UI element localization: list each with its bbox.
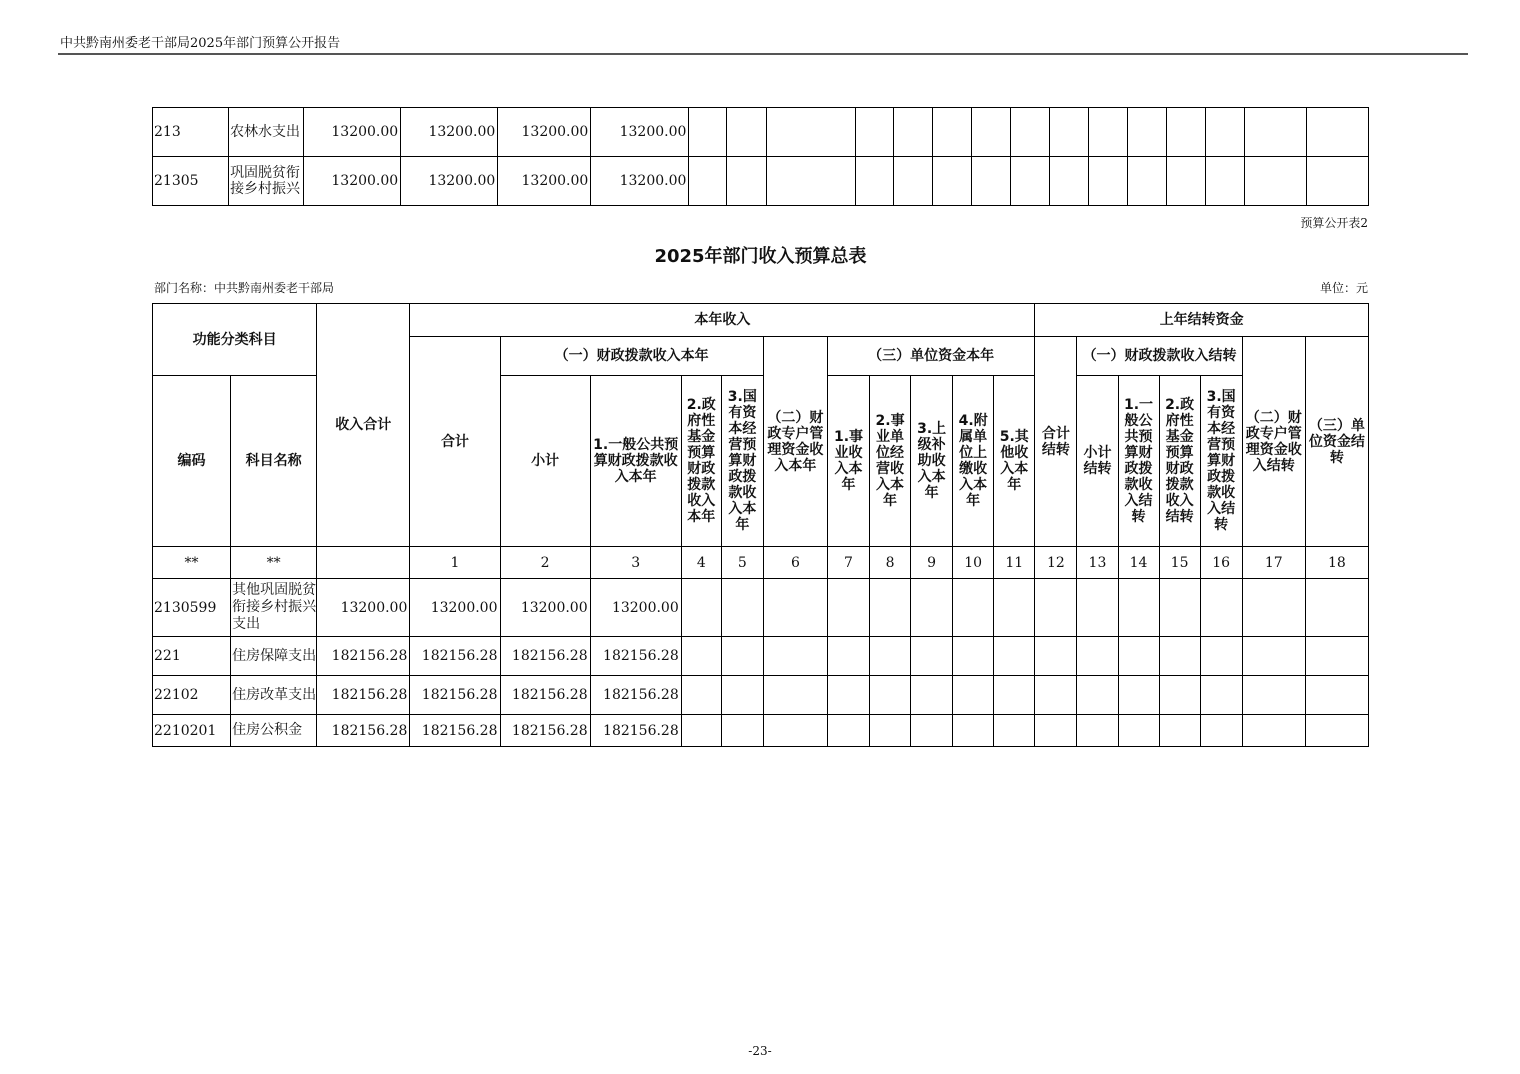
index-cell: 18 (1305, 547, 1368, 579)
empty-cell (932, 157, 971, 206)
empty-cell (1077, 579, 1118, 637)
empty-cell (1035, 637, 1077, 676)
empty-cell (721, 579, 763, 637)
empty-cell (1242, 676, 1305, 715)
header-state-capital-carry: 3.国有资本经营预算财政拨款收入结转 (1200, 376, 1242, 547)
empty-cell (1035, 715, 1077, 747)
empty-cell (1077, 715, 1118, 747)
row-subtotal: 13200.00 (498, 157, 591, 206)
row-income-total: 13200.00 (317, 579, 410, 637)
empty-cell (870, 579, 911, 637)
empty-cell (870, 637, 911, 676)
index-cell: 4 (681, 547, 721, 579)
row-total: 13200.00 (410, 579, 500, 637)
header-unit-funds: （三）单位资金本年 (827, 337, 1034, 376)
empty-cell (1305, 715, 1368, 747)
continued-table (152, 107, 1369, 206)
empty-cell (1118, 637, 1159, 676)
empty-cell (1118, 579, 1159, 637)
row-subject: 住房公积金 (231, 715, 317, 747)
row-code: 21305 (153, 157, 229, 206)
unit-label: 单位：元 (1319, 281, 1368, 295)
table-row (153, 157, 1369, 206)
row-code: 2130599 (153, 579, 231, 637)
header-special-mgmt: （二）财政专户管理资金收入本年 (763, 337, 827, 547)
empty-cell (1305, 579, 1368, 637)
header-special-carry: （二）财政专户管理资金收入结转 (1242, 337, 1305, 547)
header-subject: 科目名称 (231, 376, 317, 547)
empty-cell (727, 157, 767, 206)
empty-cell (1244, 157, 1306, 206)
header-total: 合计 (410, 337, 500, 547)
empty-cell (1035, 676, 1077, 715)
table-row (153, 676, 1369, 715)
empty-cell (1166, 157, 1205, 206)
empty-cell (763, 579, 827, 637)
header-last-year: 上年结转资金 (1035, 304, 1369, 337)
header-business-unit: 2.事业单位经营收入本年 (870, 376, 911, 547)
row-subtotal: 13200.00 (498, 108, 591, 157)
report-header: 中共黔南州委老干部局2025年部门预算公开报告 (60, 36, 341, 51)
row-total: 13200.00 (401, 157, 498, 206)
empty-cell (1242, 579, 1305, 637)
index-cell: 9 (911, 547, 953, 579)
empty-cell (932, 108, 971, 157)
row-subtotal: 182156.28 (500, 637, 590, 676)
empty-cell (689, 157, 727, 206)
empty-cell (1010, 157, 1049, 206)
empty-cell (870, 715, 911, 747)
row-income-total: 182156.28 (317, 676, 410, 715)
header-divider (58, 53, 1468, 55)
empty-cell (994, 579, 1035, 637)
header-sub-carry: 小计结转 (1077, 376, 1118, 547)
empty-cell (911, 715, 953, 747)
empty-cell (1159, 579, 1200, 637)
empty-cell (1159, 637, 1200, 676)
index-cell: 8 (870, 547, 911, 579)
header-state-capital: 3.国有资本经营预算财政拨款收入本年 (721, 376, 763, 547)
header-fiscal-alloc: （一）财政拨款收入本年 (500, 337, 763, 376)
index-cell: 1 (410, 547, 500, 579)
empty-cell (1306, 157, 1368, 206)
table-row (153, 715, 1369, 747)
row-code: 2210201 (153, 715, 231, 747)
empty-cell (1166, 108, 1205, 157)
index-cell: 10 (953, 547, 994, 579)
row-subject: 住房改革支出 (231, 676, 317, 715)
empty-cell (1010, 108, 1049, 157)
row-income-total: 13200.00 (304, 157, 401, 206)
empty-cell (681, 715, 721, 747)
row-total: 13200.00 (401, 108, 498, 157)
row-code: 213 (153, 108, 229, 157)
header-unit-carry: （三）单位资金结转 (1305, 337, 1368, 547)
empty-cell (681, 676, 721, 715)
header-upper-subsidy: 3.上级补助收入本年 (911, 376, 953, 547)
row-general-budget: 182156.28 (590, 676, 681, 715)
table-label: 预算公开表2 (1300, 216, 1368, 230)
header-row (153, 304, 1369, 337)
empty-cell (1035, 579, 1077, 637)
empty-cell (1049, 108, 1088, 157)
row-general-budget: 182156.28 (590, 637, 681, 676)
empty-cell (1088, 108, 1127, 157)
empty-cell (1159, 715, 1200, 747)
row-income-total: 182156.28 (317, 637, 410, 676)
empty-cell (893, 157, 932, 206)
row-code: 221 (153, 637, 231, 676)
index-cell: 5 (721, 547, 763, 579)
row-general-budget: 182156.28 (590, 715, 681, 747)
index-cell: 6 (763, 547, 827, 579)
empty-cell (1088, 157, 1127, 206)
row-general-budget: 13200.00 (591, 108, 689, 157)
empty-cell (1305, 637, 1368, 676)
header-other-income: 5.其他收入本年 (994, 376, 1035, 547)
empty-cell (953, 637, 994, 676)
empty-cell (953, 579, 994, 637)
row-income-total: 182156.28 (317, 715, 410, 747)
empty-cell (689, 108, 727, 157)
table-row (153, 579, 1369, 637)
empty-cell (1077, 637, 1118, 676)
row-subject: 其他巩固脱贫衔接乡村振兴支出 (231, 579, 317, 637)
empty-cell (767, 157, 855, 206)
table-row (153, 108, 1369, 157)
empty-cell (827, 637, 869, 676)
index-cell: 17 (1242, 547, 1305, 579)
empty-cell (767, 108, 855, 157)
empty-cell (1205, 108, 1244, 157)
empty-cell (994, 715, 1035, 747)
index-cell: 16 (1200, 547, 1242, 579)
empty-cell (1244, 108, 1306, 157)
empty-cell (1200, 676, 1242, 715)
row-general-budget: 13200.00 (591, 157, 689, 206)
index-cell: 13 (1077, 547, 1118, 579)
empty-cell (727, 108, 767, 157)
index-cell: 15 (1159, 547, 1200, 579)
header-general-budget: 1.一般公共预算财政拨款收入本年 (590, 376, 681, 547)
header-current-year: 本年收入 (410, 304, 1035, 337)
empty-cell (827, 676, 869, 715)
empty-cell (1242, 715, 1305, 747)
row-subtotal: 182156.28 (500, 676, 590, 715)
row-subject: 巩固脱贫衔接乡村振兴 (229, 157, 304, 206)
empty-cell (953, 715, 994, 747)
row-income-total: 13200.00 (304, 108, 401, 157)
empty-cell (1118, 715, 1159, 747)
row-total: 182156.28 (410, 676, 500, 715)
empty-cell (855, 108, 893, 157)
empty-cell (1205, 157, 1244, 206)
empty-cell (994, 676, 1035, 715)
header-gov-fund-carry: 2.政府性基金预算财政拨款收入结转 (1159, 376, 1200, 547)
empty-cell (971, 157, 1010, 206)
empty-cell (1200, 637, 1242, 676)
index-cell: 7 (827, 547, 869, 579)
empty-cell (1127, 157, 1166, 206)
empty-cell (893, 108, 932, 157)
row-code: 22102 (153, 676, 231, 715)
empty-cell (763, 637, 827, 676)
department-name: 部门名称：中共黔南州委老干部局 (154, 281, 335, 295)
empty-cell (681, 637, 721, 676)
empty-cell (721, 715, 763, 747)
income-budget-table (152, 303, 1369, 747)
empty-cell (1305, 676, 1368, 715)
empty-cell (971, 108, 1010, 157)
index-cell: ** (153, 547, 231, 579)
empty-cell (911, 579, 953, 637)
row-total: 182156.28 (410, 715, 500, 747)
index-cell: ** (231, 547, 317, 579)
row-subtotal: 182156.28 (500, 715, 590, 747)
empty-cell (763, 676, 827, 715)
empty-cell (953, 676, 994, 715)
empty-cell (681, 579, 721, 637)
empty-cell (1200, 579, 1242, 637)
header-subtotal: 小计 (500, 376, 590, 547)
empty-cell (1077, 676, 1118, 715)
index-cell: 12 (1035, 547, 1077, 579)
row-subject: 住房保障支出 (231, 637, 317, 676)
empty-cell (1049, 157, 1088, 206)
empty-cell (721, 637, 763, 676)
empty-cell (911, 637, 953, 676)
index-cell (317, 547, 410, 579)
empty-cell (1159, 676, 1200, 715)
index-cell: 11 (994, 547, 1035, 579)
empty-cell (1242, 637, 1305, 676)
index-cell: 2 (500, 547, 590, 579)
page-number: -23- (748, 1044, 772, 1058)
empty-cell (1118, 676, 1159, 715)
index-row (153, 547, 1369, 579)
empty-cell (827, 715, 869, 747)
header-income-total: 收入合计 (317, 304, 410, 547)
index-cell: 3 (590, 547, 681, 579)
empty-cell (1306, 108, 1368, 157)
empty-cell (855, 157, 893, 206)
header-code: 编码 (153, 376, 231, 547)
header-total-carry: 合计结转 (1035, 337, 1077, 547)
page-title: 2025年部门收入预算总表 (654, 246, 867, 267)
empty-cell (827, 579, 869, 637)
header-general-carry: 1.一般公共预算财政拨款收入结转 (1118, 376, 1159, 547)
table-row (153, 637, 1369, 676)
empty-cell (870, 676, 911, 715)
header-business-income: 1.事业收入本年 (827, 376, 869, 547)
empty-cell (911, 676, 953, 715)
index-cell: 14 (1118, 547, 1159, 579)
header-affiliated: 4.附属单位上缴收入本年 (953, 376, 994, 547)
empty-cell (1200, 715, 1242, 747)
row-subject: 农林水支出 (229, 108, 304, 157)
row-total: 182156.28 (410, 637, 500, 676)
row-general-budget: 13200.00 (590, 579, 681, 637)
header-func-category: 功能分类科目 (153, 304, 317, 376)
empty-cell (1127, 108, 1166, 157)
header-gov-fund: 2.政府性基金预算财政拨款收入本年 (681, 376, 721, 547)
row-subtotal: 13200.00 (500, 579, 590, 637)
empty-cell (763, 715, 827, 747)
header-fiscal-carry: （一）财政拨款收入结转 (1077, 337, 1242, 376)
empty-cell (994, 637, 1035, 676)
empty-cell (721, 676, 763, 715)
